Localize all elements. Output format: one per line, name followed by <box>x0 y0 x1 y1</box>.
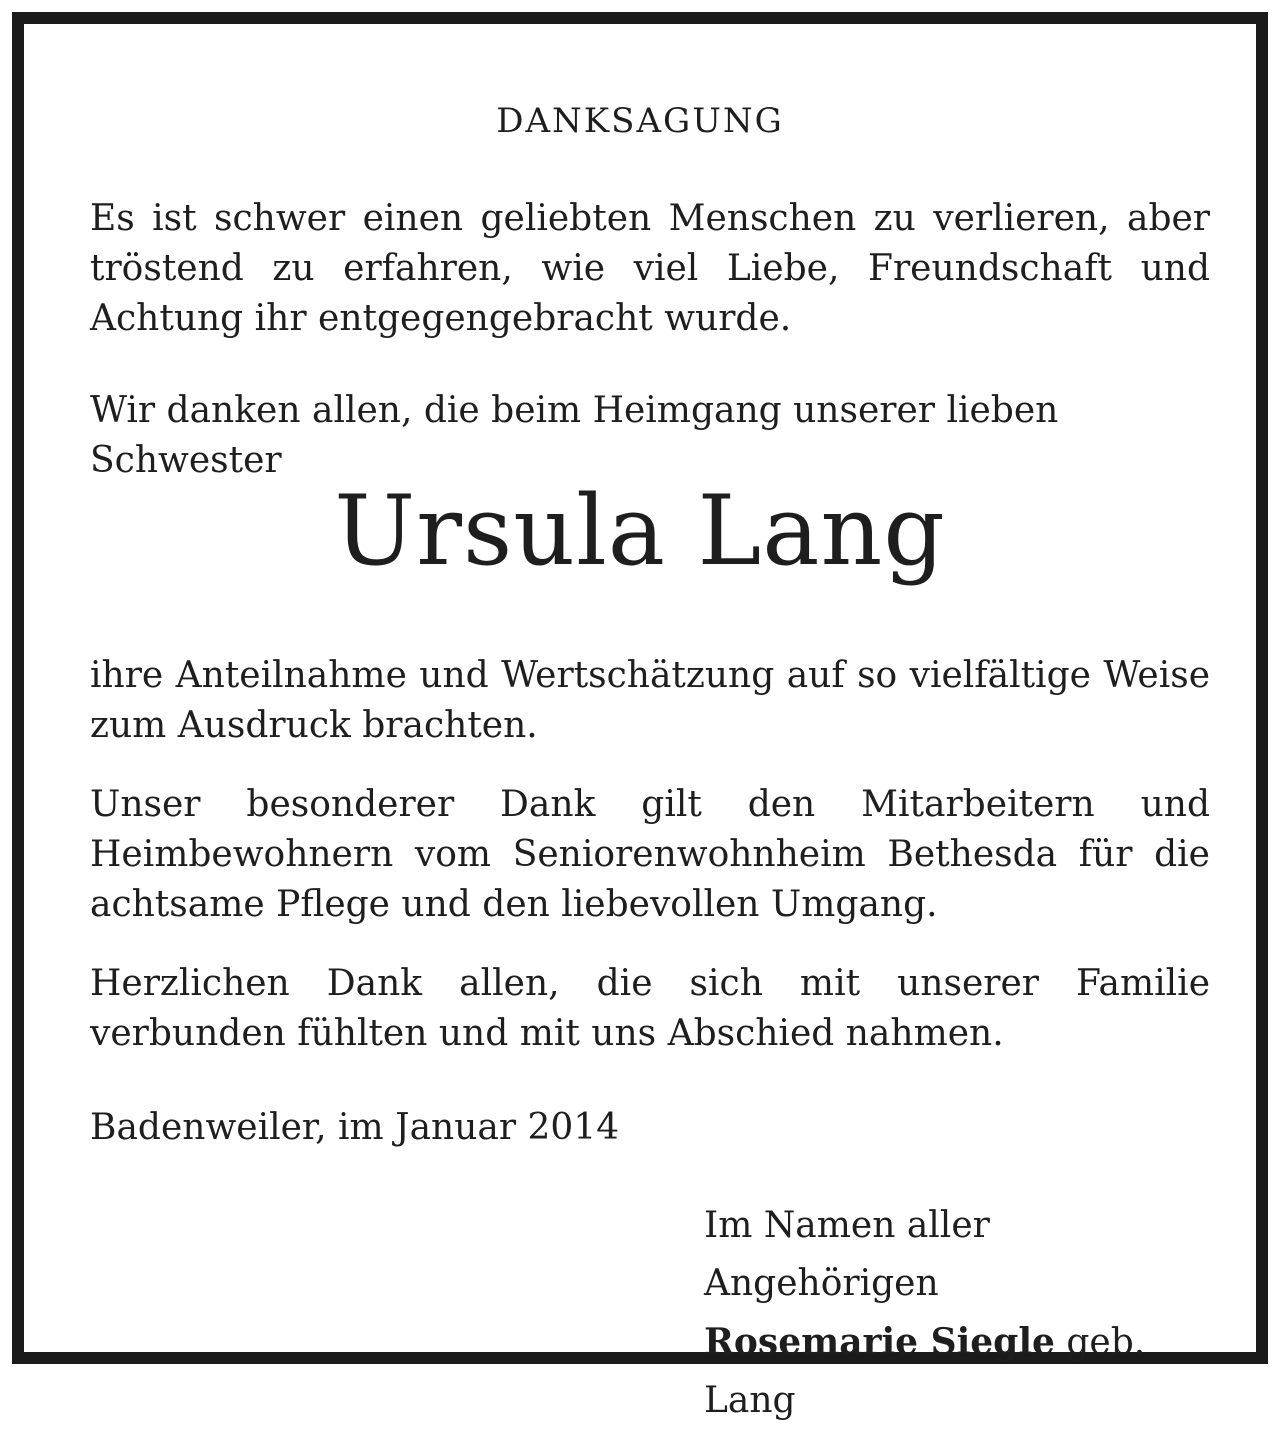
special-thanks-paragraph: Unser besonderer Dank gilt den Mitarbeitern und Heimbewohnern vom Seniorenwohnheim Bethesda für die achtsame Pflege und den liebevollen Umgang. <box>90 784 1210 925</box>
signer-line <box>704 1313 1204 1430</box>
notice-frame <box>12 12 1268 1421</box>
notice-heading: DANKSAGUNG <box>496 101 784 141</box>
intro-paragraph: Es ist schwer einen geliebten Menschen zu verlieren, aber tröstend zu erfahren, wie viel Liebe, Freundschaft und Achtung ihr entgegengebracht wurde. <box>90 198 1210 339</box>
sympathy-paragraph: ihre Anteilnahme und Wertschätzung auf so vielfältige Weise zum Ausdruck brachten. <box>90 655 1210 746</box>
place-date: Badenweiler, im Januar 2014 <box>90 1107 620 1148</box>
thanks-paragraph: Wir danken allen, die beim Heimgang unserer lieben Schwester <box>90 390 1059 481</box>
deceased-name: Ursula Lang <box>334 475 946 587</box>
signature-block <box>704 1197 1204 1430</box>
signature-line: Im Namen aller Angehörigen <box>704 1205 990 1304</box>
signer-name: Rosemarie Siegle <box>704 1321 1055 1363</box>
closing-paragraph: Herzlichen Dank allen, die sich mit unserer Familie verbunden fühlten und mit uns Abschied nahmen. <box>90 963 1210 1054</box>
signer-suffix: geb. Lang <box>704 1322 1146 1421</box>
